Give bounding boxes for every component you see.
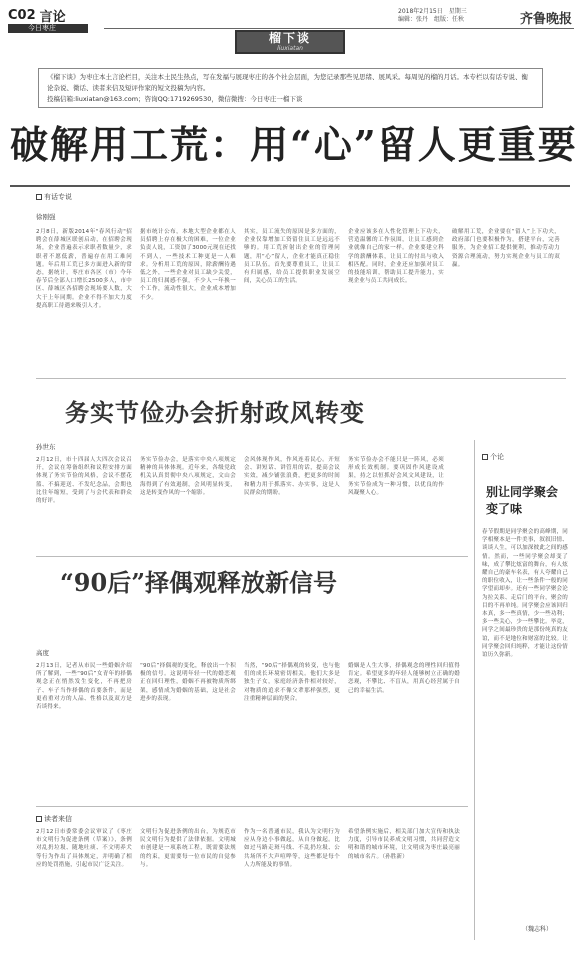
masthead-rule <box>104 28 574 29</box>
section-divider <box>36 556 468 557</box>
article-column: 2月13日，记者从市民一些婚姻介绍所了解到，一些“90后”女青年的择偶观念正在悄然发生变化，不再把房子、车子当作择偶的首要条件，而是更看重对方的人品、性格以及双方是否谈得来。 <box>36 663 132 711</box>
sidebar-headline: 别让同学聚会变了味 <box>486 485 559 516</box>
article-column: 2月8日，新版2014年"春风行动"招聘会在薛城区联创启动，在招聘会现场，企业普遍表示求职者数量少，求职者不愿低薪，普遍存在用工难问题。年后用工荒已多方面进入新的常态，据统计，枣庄市各区（市）今年春节后全部人口增长2500多人，市中区、薛城区各招聘会现场要人数，大大于上年同期。企业不得不加大力度提高职工待遇来吸引人才。 <box>36 229 132 309</box>
article-column: 作为一名普通市民，我认为文明行为应从身边小事做起，从自身做起。比如过马路走斑马线、不乱扔垃圾、公共场所不大声喧哗等，这些都是每个人力所能及的事情。 <box>244 829 340 868</box>
article-byline: 徐刚强 <box>36 213 56 221</box>
column-title: 榴下谈 <box>268 31 311 45</box>
paper-name: 齐鲁晚报 <box>519 12 572 27</box>
article-column: 2月12日市委常委会议审议了《枣庄市文明行为促进条例（草案）》，条例对乱扔垃圾、随地吐痰、不文明养犬等行为作出了具体规定，并明确了相应的处罚措施，引起市民广泛关注。 <box>36 829 132 868</box>
sidebar-signoff: （魏志科） <box>522 926 553 933</box>
headline-rule <box>10 185 570 187</box>
column-subtitle: liuxiatan <box>277 45 303 52</box>
tag-label: 读者来信 <box>44 815 72 823</box>
tag-label: 个论 <box>490 453 504 461</box>
section-header <box>8 6 66 24</box>
main-headline: 破解用工荒：用“心”留人更重要 <box>10 122 578 167</box>
column-divider <box>474 440 475 940</box>
article-byline: 高度 <box>36 649 49 657</box>
article-column: 务实节俭办会不能只是一阵风，必须形成长效机制。要巩固作风建设成果，持之以恒抓好会风文风建设，让务实节俭成为一种习惯，以优良的作风凝聚人心。 <box>348 457 444 496</box>
article-byline: 孙世东 <box>36 443 56 451</box>
article-column: 破解用工荒，企业要在“留人”上下功夫，政府部门也要积极作为，搭建平台，完善服务，为企业招工提供便利，推动劳动力资源合理流动，努力实现企业与员工的双赢。 <box>452 229 560 268</box>
article-column: 据市统计公布，本地大型企业都在人员招聘上存在极大的困难，一位企业负责人说，工资加了3000元现在还找不到人，一些技术工种更是一人难求。分析用工荒的原因，除薪酬待遇低之外，一些企业对员工缺少关爱，员工的归属感不强，不少人一年换一个工作，流动性很大，企业成本增加不少。 <box>140 229 236 301</box>
sidebar-body: 春节假期是同学聚会的高峰期，同学相聚本是一件美事，叙叙旧情、谈谈人生，可以加深彼此之间的感情。然而，一些同学聚会却变了味，成了攀比炫富的舞台，有人炫耀自己的豪车名表，有人夸耀自己的职位收入，让一些条件一般的同学望而却步。还有一些同学聚会沦为拉关系、走后门的平台，聚会的目的不再单纯。同学聚会应该回归本真，多一些真情，少一些功利；多一些关心，少一些攀比。毕竟，同学之间最珍贵的是那份纯真的友谊，而不是地位和财富的比较。让同学聚会回归纯粹，才能让这份情谊历久弥新。 <box>482 529 568 659</box>
article-headline: “90后”择偶观释放新信号 <box>60 568 338 597</box>
article-column: 希望条例实施后，相关部门加大宣传和执法力度，引导市民养成文明习惯，共同营造文明和谐的城市环境，让文明成为枣庄最亮丽的城市名片。（孙胜新） <box>348 829 460 860</box>
column-banner <box>235 30 345 54</box>
tag-label: 有话专说 <box>44 193 72 201</box>
article-column: 其实，员工流失的原因是多方面的，企业仅靠增加工资留住员工是远远不够的。用工荒折射出企业的管理问题，用“心”留人，企业才能真正稳住员工队伍。首先要尊重员工，让员工有归属感，给员工提供职业发展空间，关心员工的生活。 <box>244 229 340 285</box>
tag-box-icon <box>36 194 42 200</box>
article-column: 当然，“90后”择偶观的转变，也与他们的成长环境密切相关。他们大多是独生子女，家庭经济条件相对较好，对物质的追求不像父辈那样强烈，更注重精神层面的契合。 <box>244 663 340 702</box>
article-column: 2月12日，市十四届人大四次会议召开，会议在筹备组织和议程安排方面体现了务实节俭的风格，会议不摆花篮、不搞迎送、不发纪念品，会期也比往年缩短，受到了与会代表和群众的好评。 <box>36 457 132 505</box>
article-column: 会风体现作风，作风连着民心。开短会、讲短话、讲管用的话，提高会议实效，减少铺张浪费，把更多的时间和精力用于抓落实、办实事，这是人民群众的期盼。 <box>244 457 340 496</box>
article-tag <box>36 814 72 824</box>
article-column: 婚姻是人生大事，择偶观念的理性回归值得肯定。希望更多的年轻人能够树立正确的婚恋观，不攀比、不盲从，用真心经营属于自己的幸福生活。 <box>348 663 460 694</box>
article-column: 企业应该多在人性化管理上下功夫，营造温馨的工作氛围，让员工感到企业就像自己的家一样。企业要建立科学的薪酬体系，让员工的付出与收入相匹配。同时，企业还应加强对员工的技能培训，帮助员工提升能力，实现企业与员工共同成长。 <box>348 229 444 285</box>
column-intro <box>38 68 543 108</box>
section-divider <box>36 806 468 807</box>
article-tag <box>482 452 504 462</box>
tag-box-icon <box>482 454 488 460</box>
intro-text: 《榴下谈》为枣庄本土言论栏目，关注本土民生热点，写在发福与展现枣庄的各个社会层面，为您记录那些见思绪、展风采。每周见的榴的月话。本专栏以有话专说、衡论杂说、微话、读者来信及短评作家的短文投稿为内容。 <box>47 73 528 92</box>
article-column: “90后”择偶观的变化，释放出一个积极的信号。这说明年轻一代的婚恋观正在回归理性，婚姻不再被物质所绑架，感情成为婚姻的基础，这是社会进步的表现。 <box>140 663 236 702</box>
article-column: 文明行为促进条例的出台，为规范市民文明行为提供了法律依据。文明城市创建是一项系统工程，既需要法规的约束，更需要每一位市民的自觉参与。 <box>140 829 236 868</box>
intro-contact: 投稿信箱:liuxiatan@163.com；咨询QQ:1719269530，微信微搜：今日枣庄一榴下谈 <box>47 95 303 103</box>
section-name: 言论 <box>39 9 66 25</box>
tag-box-icon <box>36 816 42 822</box>
page-code: C02 <box>8 7 36 23</box>
section-divider <box>36 378 566 379</box>
editor-line: 编辑：张丹 组版：任秋 <box>398 16 465 23</box>
article-tag <box>36 192 72 202</box>
article-headline: 务实节俭办会折射政风转变 <box>65 398 365 427</box>
sub-section-bar: 今日枣庄 <box>8 24 88 33</box>
date-info <box>398 8 508 24</box>
article-column: 务实节俭办会，是落实中央八项规定精神的具体体现。近年来，各级党政机关认真贯彻中央八项规定，文山会海得到了有效遏制，会风明显转变，这是转变作风的一个缩影。 <box>140 457 236 496</box>
date-line: 2018年2月15日 星期三 <box>398 8 467 15</box>
